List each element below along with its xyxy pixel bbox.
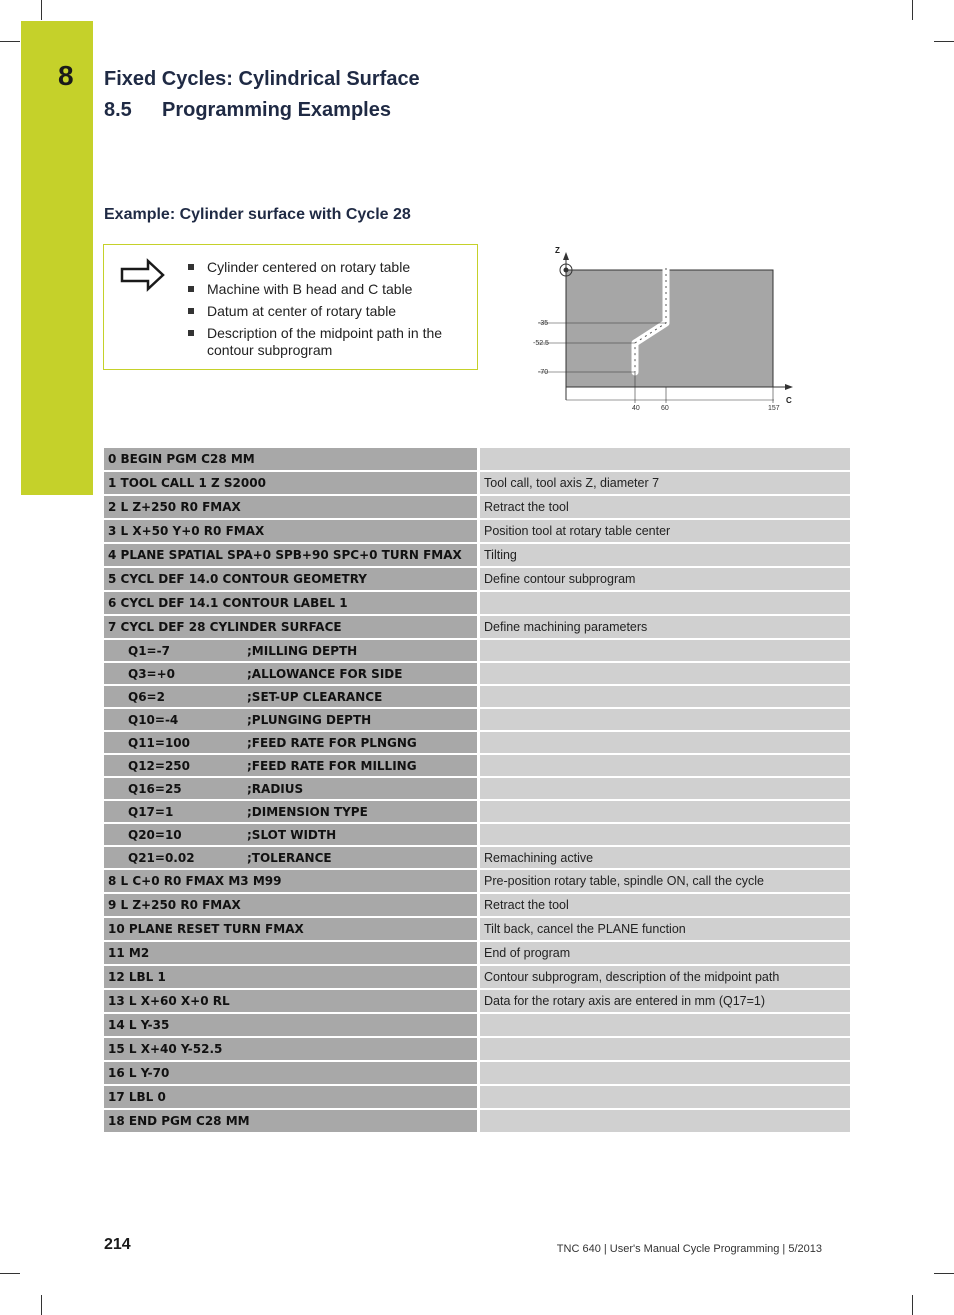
crop-mark <box>934 41 954 42</box>
param-value: Q12=250 <box>128 758 191 773</box>
arrow-right-icon <box>118 255 168 300</box>
table-row <box>104 1062 850 1086</box>
param-cell <box>104 801 477 824</box>
table-row <box>104 801 850 824</box>
table-row <box>104 496 850 520</box>
code-cell: 14 L Y-35 <box>104 1014 477 1038</box>
code-cell: 9 L Z+250 R0 FMAX <box>104 894 477 918</box>
param-value: Q1=-7 <box>128 643 170 658</box>
c-tick-label: 40 <box>632 405 640 412</box>
cylinder-contour-diagram <box>528 240 798 415</box>
param-label: ;RADIUS <box>247 781 304 796</box>
table-row <box>104 472 850 496</box>
table-row <box>104 709 850 732</box>
table-row <box>104 966 850 990</box>
code-cell: 18 END PGM C28 MM <box>104 1110 477 1134</box>
param-value: Q3=+0 <box>128 666 176 681</box>
param-value: Q17=1 <box>128 804 174 819</box>
comment-cell: Position tool at rotary table center <box>477 520 850 544</box>
crop-mark <box>912 1295 913 1315</box>
program-table <box>104 448 850 1134</box>
page-number: 214 <box>104 1236 131 1253</box>
table-row <box>104 778 850 801</box>
comment-cell: End of program <box>477 942 850 966</box>
list-item: Description of the midpoint path in the contour subprogram <box>188 325 468 359</box>
comment-cell: Tilting <box>477 544 850 568</box>
param-label: ;PLUNGING DEPTH <box>247 712 372 727</box>
param-cell <box>104 663 477 686</box>
param-cell <box>104 824 477 847</box>
comment-cell <box>477 448 850 472</box>
code-cell: 5 CYCL DEF 14.0 CONTOUR GEOMETRY <box>104 568 477 592</box>
list-item: Machine with B head and C table <box>188 281 468 298</box>
param-label: ;MILLING DEPTH <box>247 643 358 658</box>
param-cell <box>104 686 477 709</box>
comment-cell <box>477 1014 850 1038</box>
code-cell: 8 L C+0 R0 FMAX M3 M99 <box>104 870 477 894</box>
table-row <box>104 918 850 942</box>
code-cell: 10 PLANE RESET TURN FMAX <box>104 918 477 942</box>
table-row <box>104 568 850 592</box>
code-cell: 3 L X+50 Y+0 R0 FMAX <box>104 520 477 544</box>
comment-cell <box>477 640 850 663</box>
comment-cell: Pre-position rotary table, spindle ON, call the cycle <box>477 870 850 894</box>
param-label: ;DIMENSION TYPE <box>247 804 368 819</box>
table-row <box>104 616 850 640</box>
comment-cell: Define contour subprogram <box>477 568 850 592</box>
z-tick-label: -52.5 <box>533 340 549 347</box>
comment-cell <box>477 663 850 686</box>
list-item: Cylinder centered on rotary table <box>188 259 468 276</box>
comment-cell: Retract the tool <box>477 496 850 520</box>
crop-mark <box>0 1273 20 1274</box>
table-row <box>104 870 850 894</box>
param-value: Q16=25 <box>128 781 182 796</box>
comment-cell <box>477 755 850 778</box>
c-axis-label: C <box>786 396 792 405</box>
code-cell: 7 CYCL DEF 28 CYLINDER SURFACE <box>104 616 477 640</box>
code-cell: 1 TOOL CALL 1 Z S2000 <box>104 472 477 496</box>
section-title-text: Programming Examples <box>162 99 391 121</box>
table-row <box>104 686 850 709</box>
chapter-number: 8 <box>58 60 74 91</box>
table-row <box>104 732 850 755</box>
list-item: Datum at center of rotary table <box>188 303 468 320</box>
section-number: 8.5 <box>104 99 132 121</box>
param-value: Q10=-4 <box>128 712 179 727</box>
section-title <box>104 99 391 122</box>
param-label: ;SET-UP CLEARANCE <box>247 689 383 704</box>
table-row <box>104 448 850 472</box>
chapter-title: Fixed Cycles: Cylindrical Surface <box>104 68 420 90</box>
comment-cell: Tilt back, cancel the PLANE function <box>477 918 850 942</box>
code-cell: 4 PLANE SPATIAL SPA+0 SPB+90 SPC+0 TURN FMAX <box>104 544 477 568</box>
param-cell <box>104 778 477 801</box>
param-label: ;FEED RATE FOR MILLING <box>247 758 417 773</box>
table-row <box>104 520 850 544</box>
table-row <box>104 1086 850 1110</box>
table-row <box>104 847 850 870</box>
crop-mark <box>41 0 42 20</box>
table-row <box>104 1014 850 1038</box>
comment-cell: Tool call, tool axis Z, diameter 7 <box>477 472 850 496</box>
table-row <box>104 1110 850 1134</box>
comment-cell <box>477 801 850 824</box>
comment-cell <box>477 709 850 732</box>
footer-text: TNC 640 | User's Manual Cycle Programming | 5/2013 <box>556 1243 822 1255</box>
param-label: ;TOLERANCE <box>247 850 332 865</box>
table-row <box>104 592 850 616</box>
code-cell: 13 L X+60 X+0 RL <box>104 990 477 1014</box>
comment-cell <box>477 824 850 847</box>
code-cell: 0 BEGIN PGM C28 MM <box>104 448 477 472</box>
code-cell: 12 LBL 1 <box>104 966 477 990</box>
note-box <box>103 244 478 370</box>
code-cell: 2 L Z+250 R0 FMAX <box>104 496 477 520</box>
crop-mark <box>0 41 20 42</box>
table-row <box>104 990 850 1014</box>
comment-cell <box>477 686 850 709</box>
param-label: ;FEED RATE FOR PLNGNG <box>247 735 417 750</box>
crop-mark <box>912 0 913 20</box>
z-tick-label: -35 <box>538 320 549 327</box>
crop-mark <box>934 1273 954 1274</box>
table-row <box>104 894 850 918</box>
z-tick-label: -70 <box>538 369 549 376</box>
c-tick-label: 60 <box>661 405 669 412</box>
code-cell: 6 CYCL DEF 14.1 CONTOUR LABEL 1 <box>104 592 477 616</box>
comment-cell <box>477 778 850 801</box>
comment-cell: Contour subprogram, description of the midpoint path <box>477 966 850 990</box>
table-row <box>104 755 850 778</box>
table-row <box>104 1038 850 1062</box>
code-cell: 17 LBL 0 <box>104 1086 477 1110</box>
table-row <box>104 640 850 663</box>
param-value: Q6=2 <box>128 689 165 704</box>
param-label: ;SLOT WIDTH <box>247 827 337 842</box>
note-list <box>188 259 468 364</box>
comment-cell: Data for the rotary axis are entered in mm (Q17=1) <box>477 990 850 1014</box>
comment-cell <box>477 592 850 616</box>
param-cell <box>104 755 477 778</box>
comment-cell: Retract the tool <box>477 894 850 918</box>
table-row <box>104 544 850 568</box>
comment-cell <box>477 732 850 755</box>
param-cell <box>104 847 477 870</box>
param-cell <box>104 732 477 755</box>
example-title: Example: Cylinder surface with Cycle 28 <box>104 206 411 223</box>
param-label: ;ALLOWANCE FOR SIDE <box>247 666 403 681</box>
param-cell <box>104 709 477 732</box>
comment-cell: Define machining parameters <box>477 616 850 640</box>
chapter-sidebar <box>21 21 93 495</box>
code-cell: 15 L X+40 Y-52.5 <box>104 1038 477 1062</box>
c-tick-label: 157 <box>768 405 780 412</box>
table-row <box>104 663 850 686</box>
comment-cell <box>477 1086 850 1110</box>
comment-cell <box>477 1062 850 1086</box>
param-value: Q20=10 <box>128 827 182 842</box>
comment-cell <box>477 1038 850 1062</box>
table-row <box>104 824 850 847</box>
comment-cell: Remachining active <box>477 847 850 870</box>
table-row <box>104 942 850 966</box>
param-value: Q11=100 <box>128 735 191 750</box>
param-cell <box>104 640 477 663</box>
crop-mark <box>41 1295 42 1315</box>
param-value: Q21=0.02 <box>128 850 195 865</box>
code-cell: 11 M2 <box>104 942 477 966</box>
z-axis-label: Z <box>555 246 560 255</box>
code-cell: 16 L Y-70 <box>104 1062 477 1086</box>
comment-cell <box>477 1110 850 1134</box>
